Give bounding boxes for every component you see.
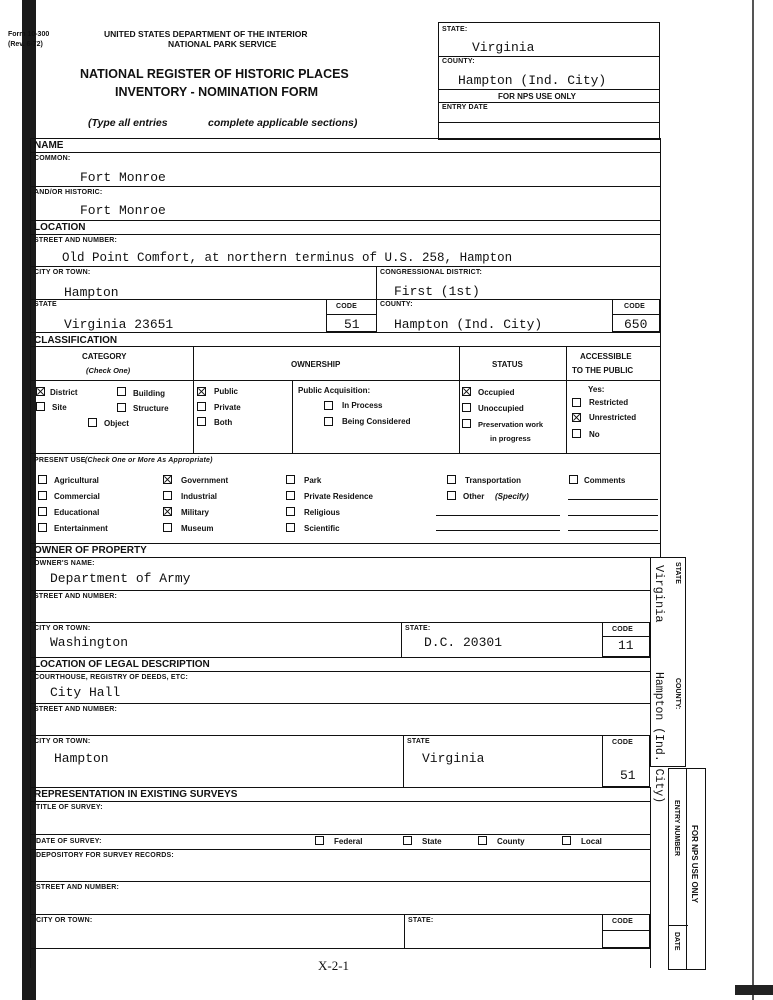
use-commercial-label: Commercial xyxy=(54,492,100,501)
cat-object-label: Object xyxy=(104,419,129,428)
access-unrestricted-checkbox[interactable] xyxy=(572,413,581,422)
owner-side-state-value: Virginia xyxy=(652,565,666,623)
use-transportation-label: Transportation xyxy=(465,476,522,485)
own-considered-checkbox[interactable] xyxy=(324,417,333,426)
state-label: STATE xyxy=(34,301,57,308)
legal-side-county-value: Hampton (Ind. City) xyxy=(652,672,665,804)
use-entertainment-checkbox[interactable] xyxy=(38,523,47,532)
common-label: COMMON: xyxy=(34,155,71,162)
legal-code-label: CODE xyxy=(612,739,634,746)
owner-city-value: Washington xyxy=(50,635,129,650)
survey-federal-checkbox[interactable] xyxy=(315,836,324,845)
use-government-checkbox[interactable] xyxy=(163,475,172,484)
cat-building-checkbox[interactable] xyxy=(117,387,126,396)
state-code-value: 51 xyxy=(344,317,360,332)
legal-city-value: Hampton xyxy=(54,751,109,766)
survey-local-label: Local xyxy=(581,837,602,846)
header-state-value: Virginia xyxy=(472,40,535,55)
owner-code-label: CODE xyxy=(612,626,634,633)
owner-side-state-label: STATE xyxy=(674,562,681,584)
scan-right-edge xyxy=(752,0,754,1000)
status-preservation-checkbox[interactable] xyxy=(462,419,471,428)
present-use-hint: (Check One or More As Appropriate) xyxy=(85,457,213,464)
use-transportation-checkbox[interactable] xyxy=(447,475,456,484)
header-nps-use: FOR NPS USE ONLY xyxy=(498,92,576,101)
status-unoccupied-label: Unoccupied xyxy=(478,404,524,413)
use-scientific-label: Scientific xyxy=(304,524,340,533)
owner-code-value: 11 xyxy=(618,638,634,653)
section-name-title: NAME xyxy=(34,140,64,151)
side-date: DATE xyxy=(673,932,680,951)
owner-state-value: D.C. 20301 xyxy=(424,635,503,650)
use-educational-checkbox[interactable] xyxy=(38,507,47,516)
use-military-checkbox[interactable] xyxy=(163,507,172,516)
form-id-line2: (Rev. 6-72) xyxy=(8,41,43,48)
use-religious-checkbox[interactable] xyxy=(286,507,295,516)
use-entertainment-label: Entertainment xyxy=(54,524,108,533)
use-commercial-checkbox[interactable] xyxy=(38,491,47,500)
use-comments-label: Comments xyxy=(584,476,626,485)
survey-city-label: CITY OR TOWN: xyxy=(36,917,93,924)
legal-state-value: Virginia xyxy=(422,751,485,766)
use-other-checkbox[interactable] xyxy=(447,491,456,500)
use-museum-label: Museum xyxy=(181,524,214,533)
agency-dept: UNITED STATES DEPARTMENT OF THE INTERIOR xyxy=(104,29,308,39)
use-museum-checkbox[interactable] xyxy=(163,523,172,532)
historic-value: Fort Monroe xyxy=(80,203,166,218)
access-head1: ACCESSIBLE xyxy=(580,352,632,361)
use-comments-checkbox[interactable] xyxy=(569,475,578,484)
use-park-checkbox[interactable] xyxy=(286,475,295,484)
cat-object-checkbox[interactable] xyxy=(88,418,97,427)
header-state-label: STATE: xyxy=(442,26,468,33)
owner-street-label: STREET AND NUMBER: xyxy=(34,593,118,600)
legal-street-label: STREET AND NUMBER: xyxy=(34,706,118,713)
city-label: CITY OR TOWN: xyxy=(34,269,91,276)
section-surveys-title: REPRESENTATION IN EXISTING SURVEYS xyxy=(34,789,238,800)
district-value: First (1st) xyxy=(394,284,480,299)
use-agricultural-label: Agricultural xyxy=(54,476,99,485)
category-head: CATEGORY xyxy=(82,352,127,361)
survey-date-label: DATE OF SURVEY: xyxy=(36,838,102,845)
access-no-label: No xyxy=(589,430,600,439)
section-classification-title: CLASSIFICATION xyxy=(34,335,118,346)
use-agricultural-checkbox[interactable] xyxy=(38,475,47,484)
header-county-label: COUNTY: xyxy=(442,58,475,65)
form-id-line1: Form 10-300 xyxy=(8,31,50,38)
use-other-label: Other xyxy=(463,492,485,501)
page-number: X-2-1 xyxy=(318,958,350,973)
own-public-checkbox[interactable] xyxy=(197,387,206,396)
status-head: STATUS xyxy=(492,360,523,369)
use-private-res-label: Private Residence xyxy=(304,492,373,501)
status-occupied-checkbox[interactable] xyxy=(462,387,471,396)
cat-structure-label: Structure xyxy=(133,404,169,413)
access-no-checkbox[interactable] xyxy=(572,429,581,438)
use-educational-label: Educational xyxy=(54,508,100,517)
use-industrial-label: Industrial xyxy=(181,492,218,501)
instructions-b: complete applicable sections) xyxy=(208,117,358,129)
header-entry-date-label: ENTRY DATE xyxy=(442,104,488,111)
own-both-checkbox[interactable] xyxy=(197,417,206,426)
use-private-res-checkbox[interactable] xyxy=(286,491,295,500)
cat-structure-checkbox[interactable] xyxy=(117,403,126,412)
status-preservation-label2: in progress xyxy=(490,434,531,443)
survey-code-label: CODE xyxy=(612,918,634,925)
legal-code-value: 51 xyxy=(620,768,636,783)
depository-label: DEPOSITORY FOR SURVEY RECORDS: xyxy=(36,852,174,859)
owner-value: Department of Army xyxy=(50,571,191,586)
category-sub: (Check One) xyxy=(86,366,131,375)
legal-city-label: CITY OR TOWN: xyxy=(34,738,91,745)
use-government-label: Government xyxy=(181,476,229,485)
state-code-label: CODE xyxy=(336,303,358,310)
access-restricted-label: Restricted xyxy=(589,398,629,407)
survey-state-label: State xyxy=(422,837,442,846)
own-private-checkbox[interactable] xyxy=(197,402,206,411)
owner-state-label: STATE: xyxy=(405,625,431,632)
access-head2: TO THE PUBLIC xyxy=(572,366,634,375)
ownership-head: OWNERSHIP xyxy=(291,360,341,369)
cat-district-label: District xyxy=(50,388,78,397)
court-value: City Hall xyxy=(50,685,121,700)
historic-label: AND/OR HISTORIC: xyxy=(34,189,103,196)
section-location-title: LOCATION xyxy=(34,222,86,233)
cat-site-label: Site xyxy=(52,403,67,412)
use-religious-label: Religious xyxy=(304,508,341,517)
county-value: Hampton (Ind. City) xyxy=(394,317,543,332)
survey-local-checkbox[interactable] xyxy=(562,836,571,845)
cat-site-checkbox[interactable] xyxy=(36,402,45,411)
access-restricted-checkbox[interactable] xyxy=(572,398,581,407)
cat-district-checkbox[interactable] xyxy=(36,387,45,396)
county-label: COUNTY: xyxy=(380,301,413,308)
survey-state-checkbox[interactable] xyxy=(403,836,412,845)
state-value: Virginia 23651 xyxy=(64,317,174,332)
survey-state-label: STATE: xyxy=(408,917,434,924)
street-value: Old Point Comfort, at northern terminus of U.S. 258, Hampton xyxy=(62,251,513,265)
status-occupied-label: Occupied xyxy=(478,388,515,397)
side-nps-use: FOR NPS USE ONLY xyxy=(690,825,699,903)
own-considered-label: Being Considered xyxy=(342,417,411,426)
side-entry-number: ENTRY NUMBER xyxy=(673,800,680,857)
own-process-label: In Process xyxy=(342,401,383,410)
instructions-a: (Type all entries xyxy=(88,117,168,129)
own-public-label: Public xyxy=(214,387,239,396)
agency-service: NATIONAL PARK SERVICE xyxy=(168,39,277,49)
form-title-line1: NATIONAL REGISTER OF HISTORIC PLACES xyxy=(80,67,349,81)
use-military-label: Military xyxy=(181,508,210,517)
header-county-value: Hampton (Ind. City) xyxy=(458,73,607,88)
section-owner-title: OWNER OF PROPERTY xyxy=(34,545,147,556)
common-value: Fort Monroe xyxy=(80,170,166,185)
access-yes-label: Yes: xyxy=(588,385,605,394)
survey-federal-label: Federal xyxy=(334,837,363,846)
legal-side-county-label: COUNTY: xyxy=(674,678,681,710)
section-legal-title: LOCATION OF LEGAL DESCRIPTION xyxy=(34,659,210,670)
form-title-line2: INVENTORY - NOMINATION FORM xyxy=(115,85,319,99)
own-acq-label: Public Acquisition: xyxy=(298,386,371,395)
own-private-label: Private xyxy=(214,403,241,412)
own-process-checkbox[interactable] xyxy=(324,401,333,410)
use-scientific-checkbox[interactable] xyxy=(286,523,295,532)
own-both-label: Both xyxy=(214,418,233,427)
court-label: COURTHOUSE, REGISTRY OF DEEDS, ETC: xyxy=(34,674,189,681)
county-code-label: CODE xyxy=(624,303,646,310)
access-unrestricted-label: Unrestricted xyxy=(589,413,637,422)
present-use-label: PRESENT USE xyxy=(34,457,86,464)
status-preservation-label1: Preservation work xyxy=(478,420,544,429)
survey-title-label: TITLE OF SURVEY: xyxy=(36,804,103,811)
district-label: CONGRESSIONAL DISTRICT: xyxy=(380,269,483,276)
survey-county-label: County xyxy=(497,837,525,846)
owner-city-label: CITY OR TOWN: xyxy=(34,625,91,632)
use-industrial-checkbox[interactable] xyxy=(163,491,172,500)
cat-building-label: Building xyxy=(133,389,165,398)
street-label: STREET AND NUMBER: xyxy=(34,237,118,244)
survey-street-label: STREET AND NUMBER: xyxy=(36,884,120,891)
status-unoccupied-checkbox[interactable] xyxy=(462,403,471,412)
county-code-value: 650 xyxy=(624,317,648,332)
use-other-hint: (Specify) xyxy=(495,492,529,501)
scan-bottom-mark xyxy=(735,985,773,995)
use-park-label: Park xyxy=(304,476,322,485)
owner-label: OWNER'S NAME: xyxy=(34,560,95,567)
legal-state-label: STATE xyxy=(407,738,430,745)
city-value: Hampton xyxy=(64,285,119,300)
survey-county-checkbox[interactable] xyxy=(478,836,487,845)
